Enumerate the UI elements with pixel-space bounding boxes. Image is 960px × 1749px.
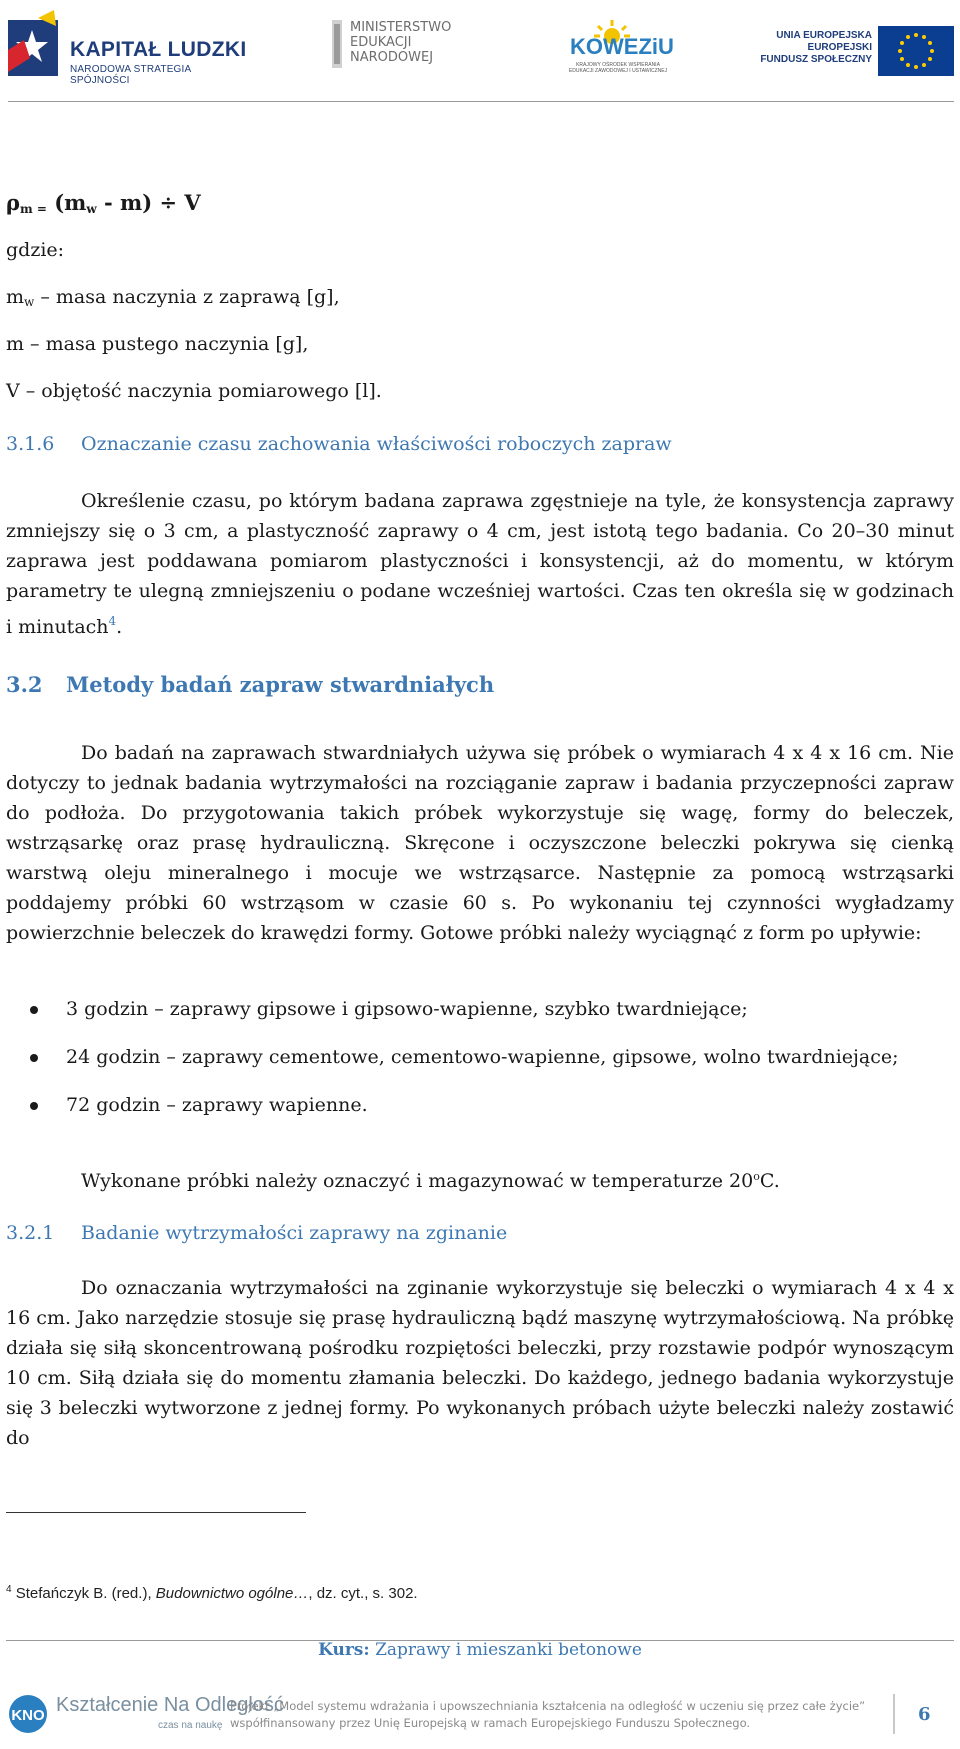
course-name (0, 1640, 960, 1660)
paragraph-text: Wykonane próbki należy oznaczyć i magazynować w temperaturze 20 (81, 1170, 754, 1192)
course-label: Kurs: (318, 1640, 370, 1660)
formula-sub-m: m = (19, 202, 47, 216)
eu-line: EUROPEJSKI (807, 42, 872, 53)
heading-3-2 (6, 670, 954, 700)
footnote-citation: , dz. cyt., s. 302. (308, 1585, 418, 1602)
bullet-icon (30, 1102, 38, 1110)
paragraph-end: . (116, 616, 123, 638)
ministry-line: EDUKACJI (350, 35, 412, 50)
eu-logo (760, 22, 956, 78)
kno-subtitle: czas na naukę (158, 1720, 223, 1731)
kapital-ludzki-star-icon (8, 10, 66, 80)
kno-logo-icon (8, 1694, 48, 1734)
kowezu-subtitle: KRAJOWY OŚRODEK WSPIERANIA EDUKACJI ZAWODOWEJ I USTAWICZNEJ (568, 62, 668, 74)
list-item (6, 1090, 954, 1120)
project-info (230, 1698, 865, 1732)
bullet-icon (30, 1054, 38, 1062)
footnote-number: 4 (6, 1584, 12, 1595)
svg-text:KNO: KNO (11, 1707, 45, 1724)
footnote (6, 1584, 418, 1602)
kapital-ludzki-logo (8, 10, 248, 88)
eu-text (760, 30, 872, 66)
eu-line: FUNDUSZ SPOŁECZNY (760, 54, 872, 65)
page-number: 6 (918, 1704, 931, 1725)
heading-3-2-1 (6, 1218, 954, 1248)
header-divider (8, 101, 954, 102)
footnote-divider (6, 1512, 306, 1513)
list-item (6, 994, 954, 1024)
paragraph-hardened-methods: Do badań na zaprawach stwardniałych używa się próbek o wymiarach 4 x 4 x 16 cm. Nie dotyczy to jednak badania wytrzymałości na rozciąganie zapraw i badania przyczepności zapraw do podłoża. Do przygotowania takich próbek wykorzystuje się wagę, formy do beleczek, wstrząsarkę oraz prasę hydrauliczną. Skręcone i oczyszczone beleczki pokrywa się cienką warstwą oleju mineralnego i mocuje we wstrząsarce. Następnie za pomocą wstrząsarki poddajemy próbki 60 wstrząsom w czasie 60 s. Po wykonaniu tej czynności wygładzamy powierzchnie beleczek do krawędzi formy. Gotowe próbki należy wyciągnąć z form po upływie: (6, 742, 954, 944)
kapital-ludzki-title: KAPITAŁ LUDZKI (70, 38, 247, 61)
paragraph-bending-test: Do oznaczania wytrzymałości na zginanie wykorzystuje się beleczki o wymiarach 4 x 4 x 16 cm. Jako narzędzie stosuje się prasę hydrauliczną bądź maszynę wytrzymałościową. Na próbkę działa się siłą skoncentrowaną pośrodku rozpiętości beleczki, przy rozstawie podpór wynoszącym 10 cm. Siłą działa się do momentu złamania beleczki. Do każdego, jednego badania wykorzystuje się 3 beleczki wytworzone z jednej formy. Po wykonanych próbach użyte beleczki należy zostawić do (6, 1277, 954, 1449)
def-symbol-sub: w (24, 295, 35, 309)
paragraph-working-time (6, 486, 954, 642)
paragraph-end: C. (759, 1170, 780, 1192)
formula-rho: ρ (6, 190, 20, 215)
where-label: gdzie: (6, 239, 65, 261)
project-line: Projekt „Model systemu wdrażania i upowszechniania kształcenia na odległość w uczeniu się przez całe życie” (230, 1699, 866, 1713)
ministry-line: NARODOWEJ (350, 50, 434, 65)
heading-number: 3.1.6 (6, 433, 55, 455)
ministry-eagle-icon (330, 20, 344, 70)
footnote-ref[interactable]: 4 (108, 614, 117, 628)
paragraph-text: Określenie czasu, po którym badana zaprawa zgęstnieje na tyle, że konsystencja zaprawy zmniejszy się o 3 cm, a plastyczność zaprawy o 4 cm, jest istotą tego badania. Co 20–30 minut zaprawa jest poddawana pomiarom plastyczności i konsystencji, aż do momentu, w którym parametry te ulegną zmniejszeniu o podane wcześniej wartości. Czas ten określa się w godzinach i minutach (6, 490, 954, 638)
curing-time-list (6, 994, 954, 1120)
project-line: współfinansowany przez Unię Europejską w ramach Europejskiego Funduszu Społecznego. (230, 1716, 751, 1730)
heading-number: 3.2.1 (6, 1222, 55, 1244)
heading-title: Badanie wytrzymałości zaprawy na zginanie (81, 1222, 508, 1244)
definition-v: V – objętość naczynia pomiarowego [l]. (6, 380, 382, 402)
eu-flag-icon (878, 26, 954, 76)
ministry-text (350, 20, 451, 65)
heading-title: Oznaczanie czasu zachowania właściwości roboczych zapraw (81, 433, 672, 455)
definition-m: m – masa pustego naczynia [g], (6, 333, 309, 355)
list-item-text: 3 godzin – zaprawy gipsowe i gipsowo-wapienne, szybko twardniejące; (66, 998, 748, 1020)
footer-divider (893, 1694, 895, 1734)
formula-sub-w: w (86, 202, 97, 216)
header-logos (0, 0, 960, 105)
def-symbol: m (6, 286, 25, 308)
list-item (6, 1042, 954, 1072)
heading-number: 3.2 (6, 672, 43, 697)
list-item-text: 72 godzin – zaprawy wapienne. (66, 1094, 368, 1116)
heading-3-1-6 (6, 429, 954, 459)
kno-title: Kształcenie Na Odległość (56, 1694, 284, 1716)
course-title: Zaprawy i mieszanki betonowe (369, 1640, 642, 1660)
eu-line: UNIA EUROPEJSKA (776, 30, 872, 41)
kapital-ludzki-subtitle: NARODOWA STRATEGIA SPÓJNOŚCI (70, 64, 191, 86)
degree-sup: o (753, 1170, 760, 1183)
formula-rest: - m) ÷ V (96, 190, 201, 215)
bullet-icon (30, 1006, 38, 1014)
page-footer (0, 1690, 960, 1749)
def-text: – masa naczynia z zaprawą [g], (34, 286, 340, 308)
definition-mw (6, 282, 954, 317)
ministry-line: MINISTERSTWO (350, 20, 452, 35)
paragraph-storage (6, 1162, 954, 1196)
footnote-text: Stefańczyk B. (red.), (11, 1585, 156, 1602)
heading-title: Metody badań zapraw stwardniałych (66, 672, 495, 697)
density-formula (6, 188, 954, 224)
formula-mw: (m (46, 190, 87, 215)
kowezu-logo (562, 18, 672, 82)
list-item-text: 24 godzin – zaprawy cementowe, cementowo-wapienne, gipsowe, wolno twardniejące; (66, 1046, 899, 1068)
kowezu-title: KOWEZiU (570, 34, 674, 59)
ministry-logo (330, 18, 470, 78)
footnote-book-title: Budownictwo ogólne… (155, 1585, 309, 1602)
